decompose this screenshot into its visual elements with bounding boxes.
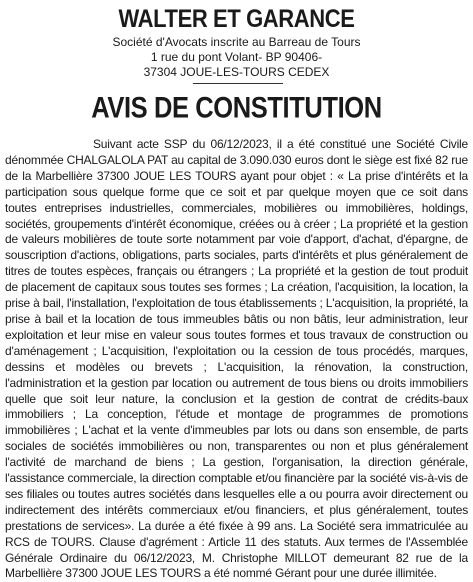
divider-rule <box>193 83 283 84</box>
firm-name: WALTER ET GARANCE <box>118 4 355 33</box>
notice-body: Suivant acte SSP du 06/12/2023, il a été constitué une Société Civile dénommée CHALGALOLA PAT au capital de 3.090.030 euros dont le siège est fixé 82 rue de la Marbellière 37300 JOUE LES TOURS ayant pour objet : « La prise d'intérêts et la participation sous quelque forme que ce soit et par quelque moyen que ce soit dans toutes entreprises industrielles, commerciales, mobilières ou immobilières, holdings, sociétés, groupements d'intérêt économique, créées ou à créer ; La propriété et la gestion de valeurs mobilières de toute sorte notamment par voie d'apport, d'achat, d'épargne, de souscription d'actions, obligations, parts sociales, parts d'intérêts et plus généralement de titres de toutes espèces, français ou étrangers ; La propriété et la gestion de tout produit de placement de capitaux sous toutes ses formes ; La création, l'acquisition, la location, la prise à bail, l'installation, l'exploitation de tous établissements ; L'acquisition, la propriété, la prise à bail et la location de tous immeubles bâtis ou non bâtis, leur administration, leur exploitation et leur mise en valeur sous toutes formes et tous travaux de construction ou d'aménagement ; L'acquisition, l'exploitation ou la cession de tous procédés, marques, dessins et modèles ou brevets ; L'acquisition, la rénovation, la construction, l'administration et la gestion par location ou autrement de tous biens ou droits immobiliers quelle que soit leur nature, la conclusion et la gestion de contrat de crédits-baux immobiliers ; La conception, l'étude et montage de programmes de promotions immobilières ; L'achat et la vente d'immeubles par lots ou dans son ensemble, de parts sociales de sociétés immobilières ou non, transparentes ou non et plus généralement l'activité de marchand de biens ; La gestion, l'organisation, la direction générale, l'assistance commerciale, la direction comptable et/ou financière par la société vis-à-vis de ses filiales ou toutes autres sociétés dans lesquelles elle a ou pourra avoir directement ou indirectement des intérêts commerciaux et/ou financiers, et plus généralement, toutes prestations de services». La durée a été fixée à 99 ans. La Société sera immatriculée au RCS de TOURS. Clause d'agrément : Article 11 des statuts. Aux termes de l'Assemblée Générale Ordinaire du 06/12/2023, M. Christophe MILLOT demeurant 82 rue de la Marbellière 37300 JOUE LES TOURS a été nommé Gérant pour une durée illimitée. <box>5 137 468 581</box>
firm-city: 37304 JOUE-LES-TOURS CEDEX <box>143 65 330 79</box>
firm-description: Société d'Avocats inscrite au Barreau de Tours <box>112 35 361 49</box>
notice-title: AVIS DE CONSTITUTION <box>91 92 382 125</box>
firm-address-block <box>0 35 473 80</box>
firm-street: 1 rue du pont Volant- BP 90406- <box>150 50 323 64</box>
